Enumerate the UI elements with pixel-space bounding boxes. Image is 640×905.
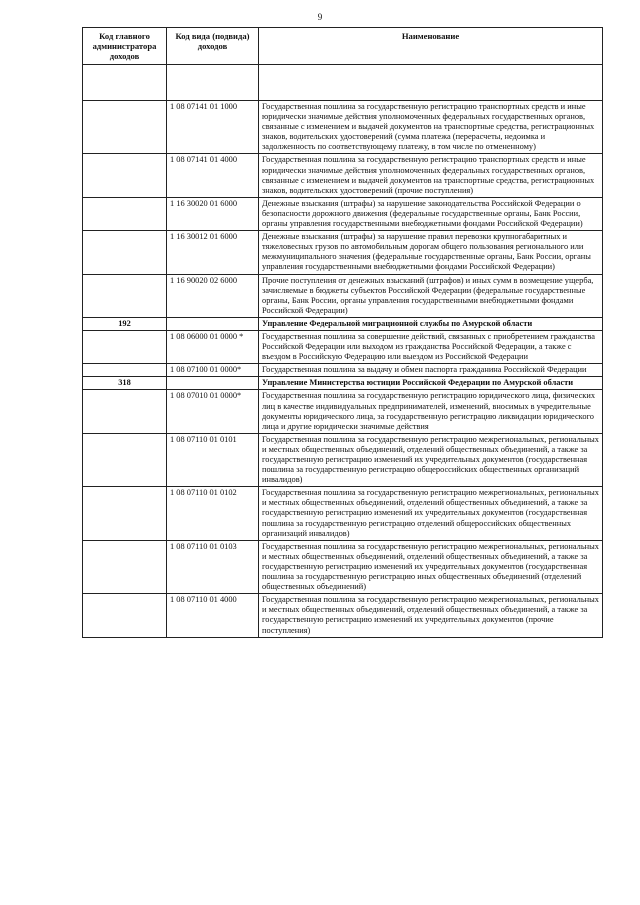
- cell-revenue-name: Денежные взыскания (штрафы) за нарушение законодательства Российской Федерации о безопасности дорожного движения (федеральные государственные органы, Банк России, органы управления государственными внебюджетными фондами Российской Федерации): [259, 197, 603, 230]
- header-admin-code: Код главного администратора доходов: [83, 28, 167, 65]
- cell-revenue-name: Государственная пошлина за выдачу и обмен паспорта гражданина Российской Федерации: [259, 364, 603, 377]
- cell-revenue-code: 1 08 07100 01 0000*: [167, 364, 259, 377]
- cell-revenue-code: 1 08 07110 01 0103: [167, 540, 259, 593]
- cell-admin-code: [83, 65, 167, 101]
- table-row: [83, 330, 603, 363]
- cell-revenue-code: [167, 377, 259, 390]
- cell-admin-code: [83, 231, 167, 274]
- cell-revenue-code: 1 16 30012 01 6000: [167, 231, 259, 274]
- header-revenue-code: Код вида (подвида) доходов: [167, 28, 259, 65]
- page-number: 9: [317, 12, 323, 22]
- cell-admin-code: [83, 487, 167, 540]
- cell-agency-name: Управление Федеральной миграционной службы по Амурской области: [259, 317, 603, 330]
- cell-admin-code: 192: [83, 317, 167, 330]
- table-row: [83, 487, 603, 540]
- cell-revenue-name: Государственная пошлина за государственную регистрацию транспортных средств и иные юридически значимые действия уполномоченных федеральных государственных органов, связанные с изменением и выдачей документов на транспортные средства, регистрационных знаков, водительских удостоверений (сумма платежа (перерасчеты, недоимка и задолженность по соответствующему платежу, в том числе по отмененному): [259, 101, 603, 154]
- table-row: [83, 390, 603, 433]
- table-row: [83, 231, 603, 274]
- cell-revenue-code: [167, 65, 259, 101]
- table-row: [83, 433, 603, 486]
- cell-revenue-code: 1 08 07141 01 4000: [167, 154, 259, 197]
- table-row: [83, 197, 603, 230]
- cell-revenue-code: 1 08 07010 01 0000*: [167, 390, 259, 433]
- cell-revenue-code: [167, 317, 259, 330]
- cell-revenue-code: 1 08 07110 01 4000: [167, 594, 259, 637]
- cell-admin-code: [83, 101, 167, 154]
- cell-revenue-code: 1 08 06000 01 0000 *: [167, 330, 259, 363]
- cell-admin-code: [83, 390, 167, 433]
- cell-revenue-code: 1 16 90020 02 6000: [167, 274, 259, 317]
- cell-admin-code: [83, 540, 167, 593]
- table-row: [83, 274, 603, 317]
- cell-revenue-name: Государственная пошлина за совершение действий, связанных с приобретением гражданства Российской Федерации или выходом из гражданства Российской Федерации, а также с въездом в Российскую Федерацию или выездом из Российской Федерации: [259, 330, 603, 363]
- cell-admin-code: 318: [83, 377, 167, 390]
- table-row: [83, 364, 603, 377]
- table-row: [83, 317, 603, 330]
- cell-revenue-name: Прочие поступления от денежных взысканий (штрафов) и иных сумм в возмещение ущерба, зачисляемые в бюджеты субъектов Российской Федерации (федеральные государственные органы, Банк России, органы управления государственными внебюджетными фондами Российской Федерации): [259, 274, 603, 317]
- cell-admin-code: [83, 197, 167, 230]
- cell-revenue-name: Государственная пошлина за государственную регистрацию межрегиональных, региональных и местных общественных объединений, отделений общественных объединений, а также за государственную регистрацию изменений их учредительных документов (прочие поступления): [259, 594, 603, 637]
- cell-admin-code: [83, 154, 167, 197]
- cell-revenue-name: Государственная пошлина за государственную регистрацию межрегиональных, региональных и местных общественных объединений, отделений общественных объединений, а также за государственную регистрацию изменений их учредительных документов (государственная пошлина за государственную регистрацию иных общественных объединений (отделений общественных объединений): [259, 540, 603, 593]
- cell-admin-code: [83, 433, 167, 486]
- table-row: [83, 65, 603, 101]
- cell-revenue-code: 1 08 07110 01 0102: [167, 487, 259, 540]
- table-row: [83, 540, 603, 593]
- revenue-codes-table: [82, 27, 603, 638]
- table-row: [83, 154, 603, 197]
- table-row: [83, 101, 603, 154]
- cell-revenue-code: 1 08 07141 01 1000: [167, 101, 259, 154]
- cell-revenue-code: 1 16 30020 01 6000: [167, 197, 259, 230]
- cell-revenue-name: Государственная пошлина за государственную регистрацию межрегиональных, региональных и местных общественных объединений, отделений общественных объединений, а также за государственную регистрацию изменений их учредительных документов (государственная пошлина за государственную регистрацию общероссийских общественных организаций инвалидов): [259, 433, 603, 486]
- cell-revenue-code: 1 08 07110 01 0101: [167, 433, 259, 486]
- cell-revenue-name: Денежные взыскания (штрафы) за нарушение правил перевозки крупногабаритных и тяжеловесных грузов по автомобильным дорогам общего пользования регионального или межмуниципального значения (федеральные государственные органы, Банк России, органы управления государственными внебюджетными фондами Российской Федерации): [259, 231, 603, 274]
- cell-admin-code: [83, 274, 167, 317]
- cell-revenue-name: Государственная пошлина за государственную регистрацию межрегиональных, региональных и местных общественных объединений, отделений общественных объединений, а также за государственную регистрацию изменений их учредительных документов (государственная пошлина за государственную регистрацию отделений общероссийских общественных организаций инвалидов): [259, 487, 603, 540]
- cell-admin-code: [83, 330, 167, 363]
- table-row: [83, 594, 603, 637]
- cell-admin-code: [83, 594, 167, 637]
- cell-admin-code: [83, 364, 167, 377]
- table-header-row: [83, 28, 603, 65]
- cell-revenue-name: [259, 65, 603, 101]
- table-row: [83, 377, 603, 390]
- header-name: Наименование: [259, 28, 603, 65]
- cell-revenue-name: Государственная пошлина за государственную регистрацию транспортных средств и иные юридически значимые действия уполномоченных федеральных государственных органов, связанные с изменением и выдачей документов на транспортные средства, регистрационных знаков, водительских удостоверений (прочие поступления): [259, 154, 603, 197]
- cell-revenue-name: Государственная пошлина за государственную регистрацию юридического лица, физических лиц в качестве индивидуальных предпринимателей, изменений, вносимых в учредительные документы юридического лица, за государственную регистрацию ликвидации юридического лица и другие юридически значимые действия: [259, 390, 603, 433]
- cell-agency-name: Управление Министерства юстиции Российской Федерации по Амурской области: [259, 377, 603, 390]
- table-body: [83, 65, 603, 638]
